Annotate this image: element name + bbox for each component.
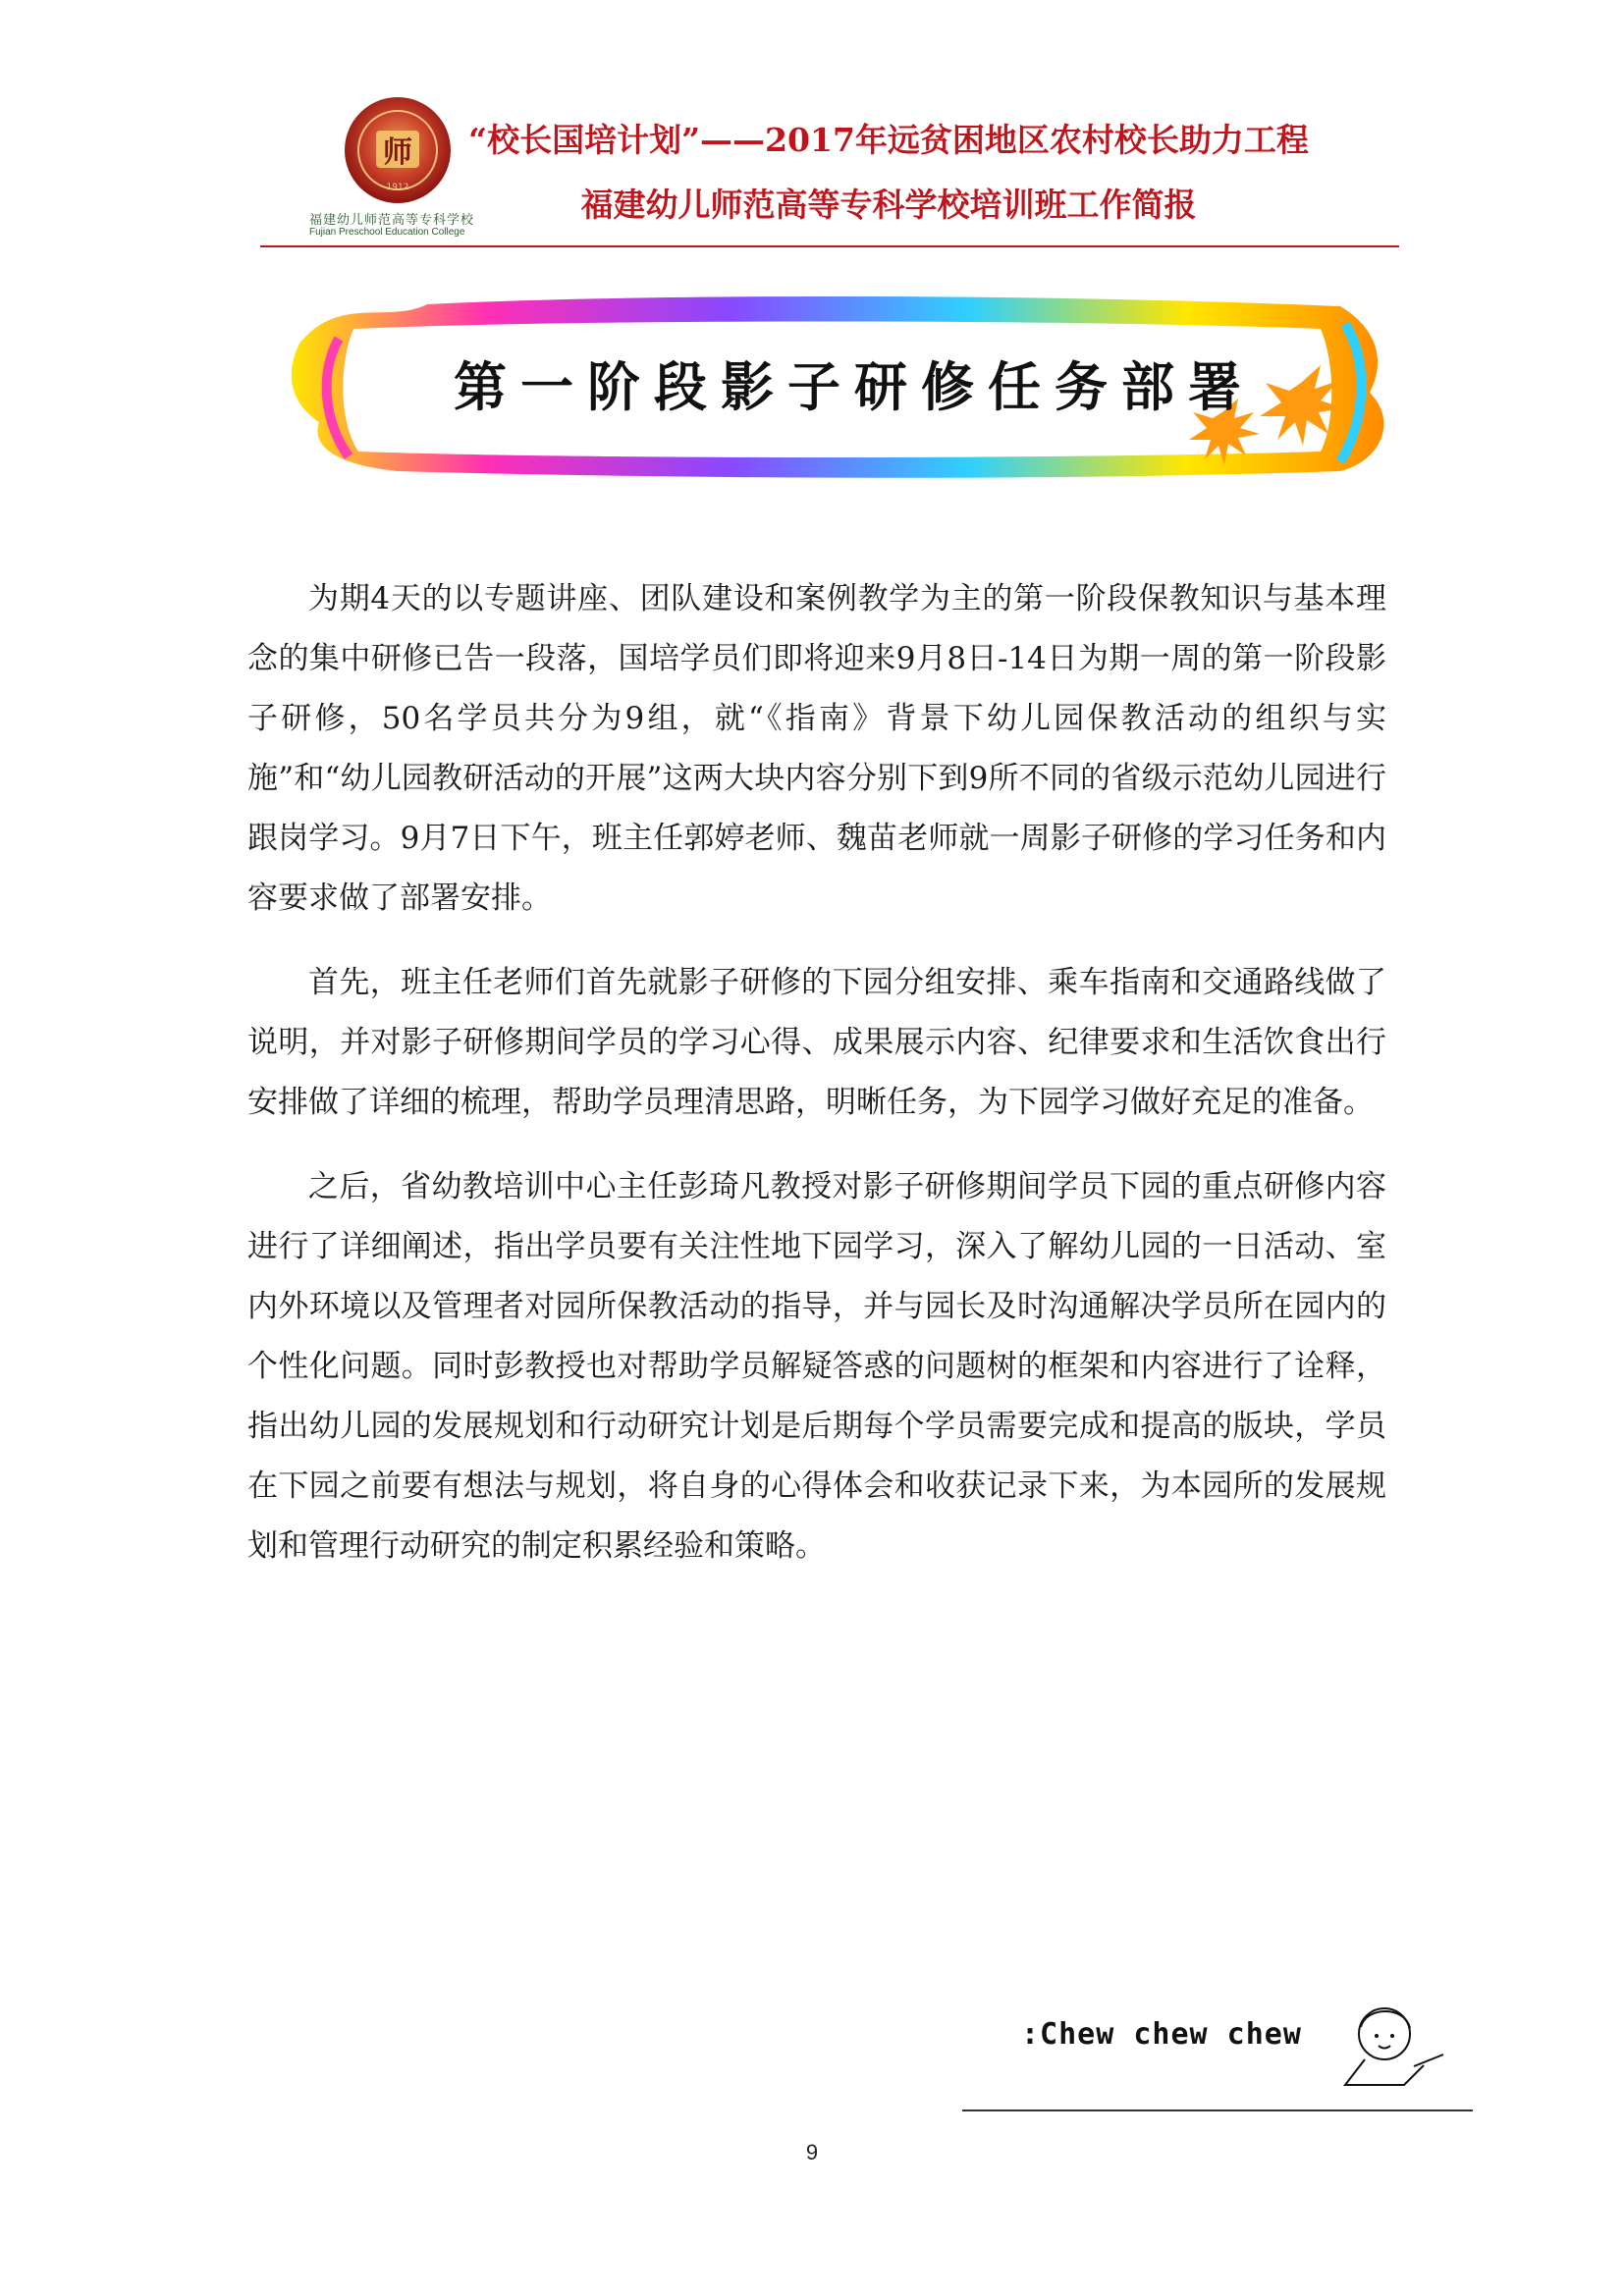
logo-caption-cn: 福建幼儿师范高等专科学校 <box>309 213 475 228</box>
logo-caption-en: Fujian Preschool Education College <box>309 227 465 238</box>
paragraph-2: 首先，班主任老师们首先就影子研修的下园分组安排、乘车指南和交通路线做了说明，并对影子研修期间学员的学习心得、成果展示内容、纪律要求和生活饮食出行安排做了详细的梳理，帮助学员理清思路，明晰任务，为下园学习做好充足的准备。 <box>247 965 1386 1120</box>
page-number: 9 <box>805 2140 819 2164</box>
section-heading: 第一阶段影子研修任务部署 <box>454 355 1255 418</box>
paragraph-1: 为期4天的以专题讲座、团队建设和案例教学为主的第一阶段保教知识与基本理念的集中研修已告一段落，国培学员们即将迎来9月8日-14日为期一周的第一阶段影子研修，50名学员共分为9组，就“《指南》背景下幼儿园保教活动的组织与实施”和“幼儿园教研活动的开展”这两大块内容分别下到9所不同的省级示范幼儿园进行跟岗学习。9月7日下午，班主任郭婷老师、魏苗老师就一周影子研修的学习任务和内容要求做了部署安排。 <box>247 581 1386 916</box>
svg-text:1912: 1912 <box>386 183 409 192</box>
cartoon-child-icon <box>962 1973 1473 2120</box>
article-body <box>247 569 1386 1601</box>
paragraph-3: 之后，省幼教培训中心主任彭琦凡教授对影子研修期间学员下园的重点研修内容进行了详细阐述，指出学员要有关注性地下园学习，深入了解幼儿园的一日活动、室内外环境以及管理者对园所保教活动的指导，并与园长及时沟通解决学员所在园内的个性化问题。同时彭教授也对帮助学员解疑答惑的问题树的框架和内容进行了诠释，指出幼儿园的发展规划和行动研究计划是后期每个学员需要完成和提高的版块，学员在下园之前要有想法与规划，将自身的心得体会和收获记录下来，为本园所的发展规划和管理行动研究的制定积累经验和策略。 <box>247 1169 1386 1564</box>
header-title-line-1: “校长国培计划”——2017年远贫困地区农村校长助力工程 <box>468 121 1309 159</box>
header-title-line-2: 福建幼儿师范高等专科学校培训班工作简报 <box>580 186 1197 224</box>
svg-text:师: 师 <box>383 135 412 170</box>
footer-doodle <box>962 1973 1473 2120</box>
doodle-caption: :Chew chew chew <box>1021 2017 1302 2052</box>
document-header <box>260 93 1399 250</box>
header-divider <box>260 245 1399 247</box>
section-banner <box>280 285 1429 491</box>
